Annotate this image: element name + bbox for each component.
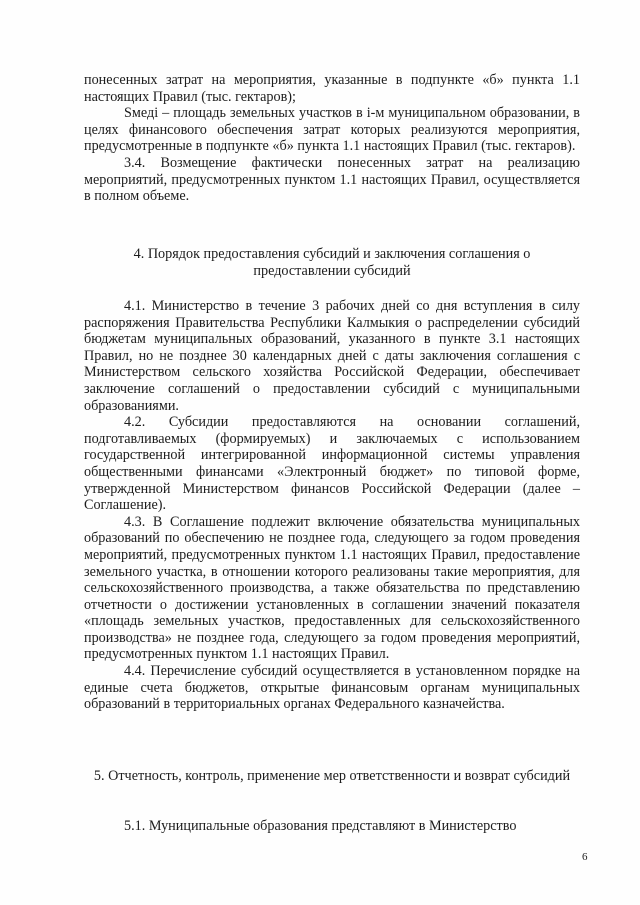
paragraph-4-4: 4.4. Перечисление субсидий осуществляется в установленном порядке на единые счета бюджетов, открытые финансовым органам муниципальных образований в территориальных органах Федерального казначейства. bbox=[84, 663, 580, 713]
paragraph-5-1: 5.1. Муниципальные образования представляют в Министерство bbox=[124, 818, 517, 834]
page-number: 6 bbox=[582, 851, 588, 863]
section-5-heading: 5. Отчетность, контроль, применение мер ответственности и возврат субсидий bbox=[93, 768, 571, 784]
section-4-body bbox=[84, 298, 580, 713]
section-5-body bbox=[84, 818, 580, 835]
paragraph-continuation: понесенных затрат на мероприятия, указанные в подпункте «б» пункта 1.1 настоящих Правил (тыс. гектаров); bbox=[84, 72, 580, 105]
top-text-block bbox=[84, 72, 580, 205]
section-4-heading-block bbox=[84, 246, 580, 279]
paragraph-3-4: 3.4. Возмещение фактически понесенных затрат на реализацию мероприятий, предусмотренных пунктом 1.1 настоящих Правил, осуществляется в полном объеме. bbox=[84, 154, 580, 205]
paragraph-s-definition: Sмеді – площадь земельных участков в i-м муниципальном образовании, в целях финансового обеспечения затрат которых реализуются мероприятия, предусмотренные в подпункте «б» пункта 1.1 настоящих Правил (тыс. гектаров). bbox=[84, 105, 580, 155]
paragraph-4-1: 4.1. Министерство в течение 3 рабочих дней со дня вступления в силу распоряжения Правительства Республики Калмыкия о распределении субсидий бюджетам муниципальных образований, указанного в пункте 3.1 настоящих Правил, но не позднее 30 календарных дней с даты заключения соглашения с Министерством сельского хозяйства Российской Федерации, обеспечивает заключение соглашений о предоставлении субсидий с муниципальными образованиями. bbox=[84, 298, 580, 414]
paragraph-4-2: 4.2. Субсидии предоставляются на основании соглашений, подготавливаемых (формируемых) и заключаемых с использованием государственной интегрированной информационной системы управления общественными финансами «Электронный бюджет» по типовой форме, утвержденной Министерством финансов Российской Федерации (далее – Соглашение). bbox=[84, 414, 580, 514]
section-5-heading-block bbox=[84, 768, 580, 785]
paragraph-4-3: 4.3. В Соглашение подлежит включение обязательства муниципальных образований по обеспечению не позднее года, следующего за годом проведения мероприятий, предусмотренных пунктом 1.1 настоящих Правил, предоставление земельного участка, в отношении которого реализованы такие мероприятия, для сельскохозяйственного производства, а также обязательства по представлению отчетности о достижении установленных в соглашении значений показателя «площадь земельных участков, предоставленных для сельскохозяйственного производства» не позднее года, следующего за годом проведения мероприятий, предусмотренных пунктом 1.1 настоящих Правил. bbox=[84, 513, 580, 663]
section-4-heading: 4. Порядок предоставления субсидий и заключения соглашения о предоставлении субсидий bbox=[133, 246, 531, 279]
